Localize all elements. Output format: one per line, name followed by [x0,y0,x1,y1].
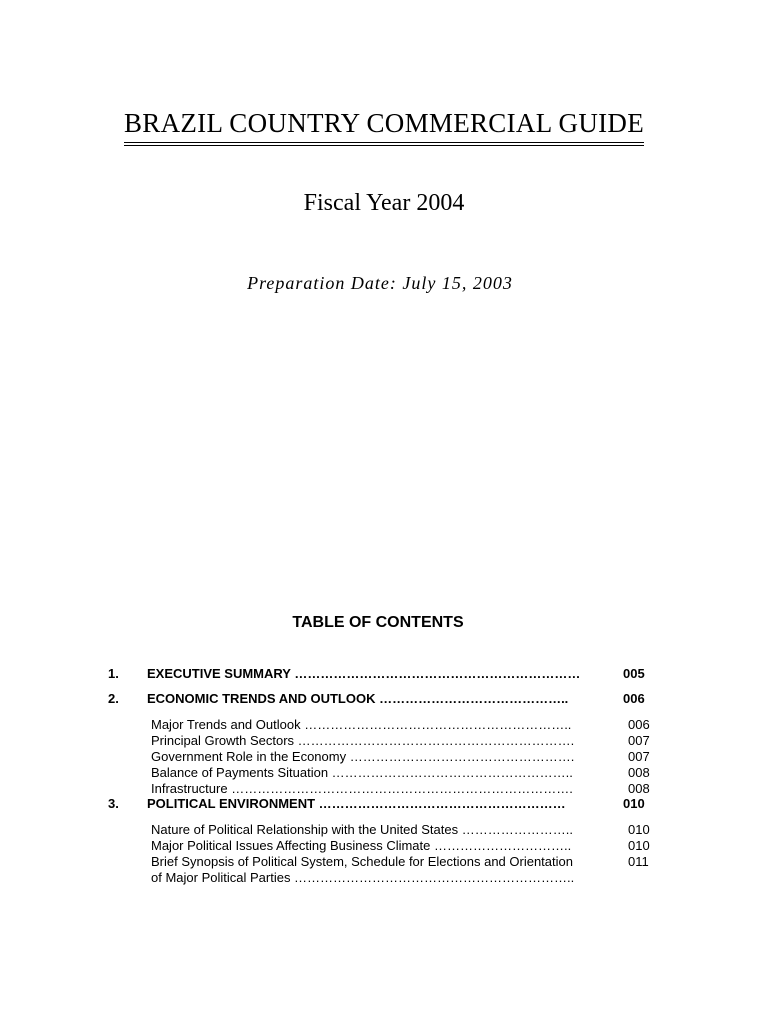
toc-item-label: Nature of Political Relationship with the United States …………………….. [151,822,573,837]
toc-item-label: Brief Synopsis of Political System, Schedule for Elections and Orientation [151,854,573,869]
toc-item-page: 006 [628,717,650,732]
toc-section-label: EXECUTIVE SUMMARY ………………………………………………………… [147,666,581,681]
toc-item-page: 011 [628,854,649,869]
toc-item-page: 007 [628,733,650,748]
toc-item-label: Infrastructure ……………………………………………………………………. [151,781,573,796]
toc-item-label: Major Political Issues Affecting Business Climate ………………………….. [151,838,572,853]
toc-item-page: 007 [628,749,650,764]
toc-section-page: 010 [623,796,645,811]
toc-section-label: ECONOMIC TRENDS AND OUTLOOK …………………………………….. [147,691,569,706]
toc-item-label: Balance of Payments Situation ……………………………………………….. [151,765,573,780]
toc-item-page: 010 [628,838,650,853]
toc-item-page: 008 [628,765,650,780]
title-block [0,107,768,143]
toc-item-page: 010 [628,822,650,837]
document-title: BRAZIL COUNTRY COMMERCIAL GUIDE [124,107,644,143]
toc-section-number: 1. [108,666,119,681]
toc-item-page: 008 [628,781,650,796]
toc-item-label: of Major Political Parties ……………………………………………………….. [151,870,575,885]
toc-item-label: Major Trends and Outlook …………………………………………………….. [151,717,572,732]
toc-section-number: 2. [108,691,119,706]
toc-heading: TABLE OF CONTENTS [292,614,464,631]
toc-item-label: Principal Growth Sectors ………………………………………………………. [151,733,575,748]
toc-item-label: Government Role in the Economy ……………………………………………. [151,749,575,764]
toc-section-number: 3. [108,796,119,811]
fiscal-year: Fiscal Year 2004 [303,190,465,216]
preparation-date: Preparation Date: July 15, 2003 [247,273,513,293]
toc-section-label: POLITICAL ENVIRONMENT ………………………………………………… [147,796,566,811]
toc-section-page: 005 [623,666,645,681]
toc-section-page: 006 [623,691,645,706]
